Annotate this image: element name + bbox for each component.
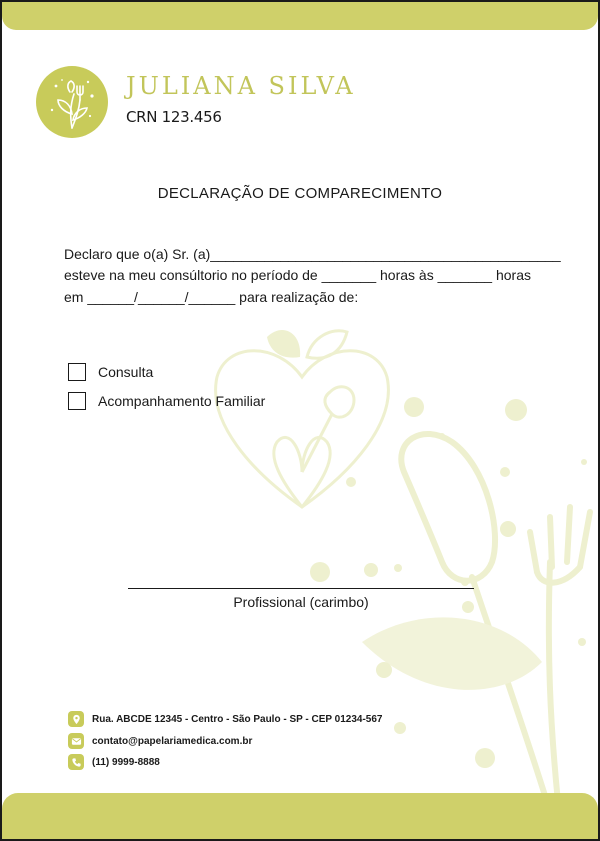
phone-text[interactable]: (11) 9999-8888: [92, 756, 160, 768]
large-spoon-handle: [472, 577, 547, 802]
contact-address: [68, 711, 382, 727]
fork-tines: [530, 507, 590, 572]
signature-label: Profissional (carimbo): [233, 594, 369, 610]
email-text[interactable]: contato@papelariamedica.com.br: [92, 735, 253, 747]
phone-icon: [68, 754, 84, 770]
leaf-fork-spoon-icon: [36, 66, 108, 138]
acompanhamento-checkbox[interactable]: [68, 392, 86, 410]
option-acompanhamento[interactable]: [68, 392, 265, 410]
large-spoon-bowl: [401, 434, 495, 581]
large-leaf-bottom: [362, 617, 542, 690]
leaf-heart-right: [307, 331, 347, 359]
fork-handle: [549, 562, 558, 802]
consulta-checkbox[interactable]: [68, 363, 86, 381]
professional-name: JULIANA SILVA: [126, 72, 356, 100]
address-text: Rua. ABCDE 12345 - Centro - São Paulo - SP - CEP 01234-567: [92, 713, 383, 725]
option-consulta[interactable]: [68, 363, 153, 381]
acompanhamento-label: Acompanhamento Familiar: [98, 393, 266, 409]
crn-number: CRN 123.456: [126, 108, 222, 126]
fork-neck: [537, 567, 580, 583]
contact-phone: [68, 754, 160, 770]
heart-outline: [216, 351, 389, 507]
document-title: DECLARAÇÃO DE COMPARECIMENTO: [157, 185, 443, 202]
contact-email: [68, 733, 252, 749]
logo-badge: [36, 66, 108, 138]
bottom-band: [2, 793, 598, 839]
spoon-small-handle: [302, 414, 332, 472]
declaration-line-3[interactable]: em ______/______/______ para realização de:: [64, 289, 359, 305]
consulta-label: Consulta: [98, 364, 154, 380]
declaration-line-1[interactable]: Declaro que o(a) Sr. (a)_____________________________________________: [64, 246, 561, 262]
spoon-small: [325, 387, 354, 417]
envelope-icon: [68, 733, 84, 749]
location-pin-icon: [68, 711, 84, 727]
heart-inner-loop: [274, 437, 330, 507]
top-band: [2, 2, 598, 30]
signature-line[interactable]: [128, 588, 474, 589]
leaf-heart-left: [267, 330, 300, 358]
declaration-line-2[interactable]: esteve na meu consúltorio no período de _______ horas às _______ horas: [64, 267, 532, 283]
